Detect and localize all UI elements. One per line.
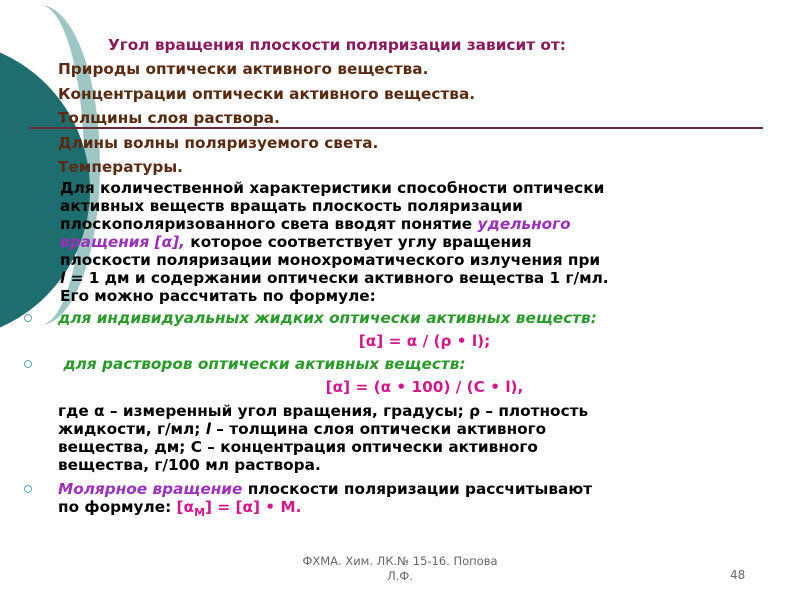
- slide-heading: Угол вращения плоскости поляризации зависит от:: [108, 36, 566, 54]
- definition-line: плоскости поляризации монохроматического излучения при: [60, 251, 601, 269]
- legend-line: жидкости, г/мл; l – толщина слоя оптически активного: [58, 420, 547, 438]
- bullet-ring-icon: [24, 314, 32, 322]
- definition-line: l = 1 дм и содержании оптически активного вещества 1 г/мл.: [60, 269, 609, 287]
- factor-item: Природы оптически активного вещества.: [58, 60, 429, 78]
- definition-line: Для количественной характеристики способности оптически: [60, 179, 605, 197]
- page-number: 48: [730, 568, 746, 582]
- factor-item: Толщины слоя раствора.: [58, 109, 280, 127]
- specific-rotation-term: вращения [α],: [60, 233, 185, 251]
- bullet-molar: Молярное вращение плоскости поляризации рассчитывают: [32, 480, 777, 498]
- factor-item: Длины волны поляризуемого света.: [58, 133, 379, 152]
- definition-line: плоскополяризованного света вводят понятие удельного: [60, 215, 571, 233]
- molar-formula-line: по формуле: $[\alpha_M] = [\alpha]$ • M.: [58, 498, 302, 520]
- factor-item: Концентрации оптически активного вещества.: [58, 84, 476, 103]
- factor-item: Температуры.: [58, 158, 183, 176]
- legend-paragraph: [32, 402, 777, 474]
- definition-line: вращения [α], которое соответствует углу вращения: [60, 233, 532, 251]
- bullet-ring-icon: [24, 485, 32, 493]
- formula-liquid: [α] = α / (ρ • l);: [358, 332, 491, 350]
- case-label: для индивидуальных жидких оптически активных веществ:: [58, 309, 597, 327]
- bullet-liquid: [32, 309, 777, 327]
- definition-line: Его можно рассчитать по формуле:: [60, 287, 376, 305]
- slide-footer: [270, 554, 530, 584]
- definition-paragraph: [34, 179, 777, 305]
- case-label: для растворов оптически активных веществ:: [58, 355, 466, 373]
- bullet-ring-icon: [24, 360, 32, 368]
- formula-solution: [α] = (α • 100) / (C • l),: [325, 378, 524, 396]
- slide-content: [32, 36, 777, 522]
- definition-line: активных веществ вращать плоскость поляризации: [60, 197, 523, 215]
- bullet-solution: [32, 355, 777, 373]
- legend-line: вещества, г/100 мл раствора.: [58, 456, 321, 474]
- legend-line: вещества, дм; С – концентрация оптически активного: [58, 438, 538, 456]
- formula-molar: $[\alpha_M] = [\alpha]$ • M.: [176, 498, 302, 520]
- specific-rotation-term: удельного: [477, 215, 571, 233]
- footer-line: ФХМА. Хим. ЛК.№ 15-16. Попова: [302, 554, 498, 568]
- footer-line: Л.Ф.: [387, 569, 413, 583]
- legend-line: где α – измеренный угол вращения, градусы; ρ – плотность: [58, 402, 589, 420]
- molar-rotation-term: Молярное вращение: [58, 480, 243, 498]
